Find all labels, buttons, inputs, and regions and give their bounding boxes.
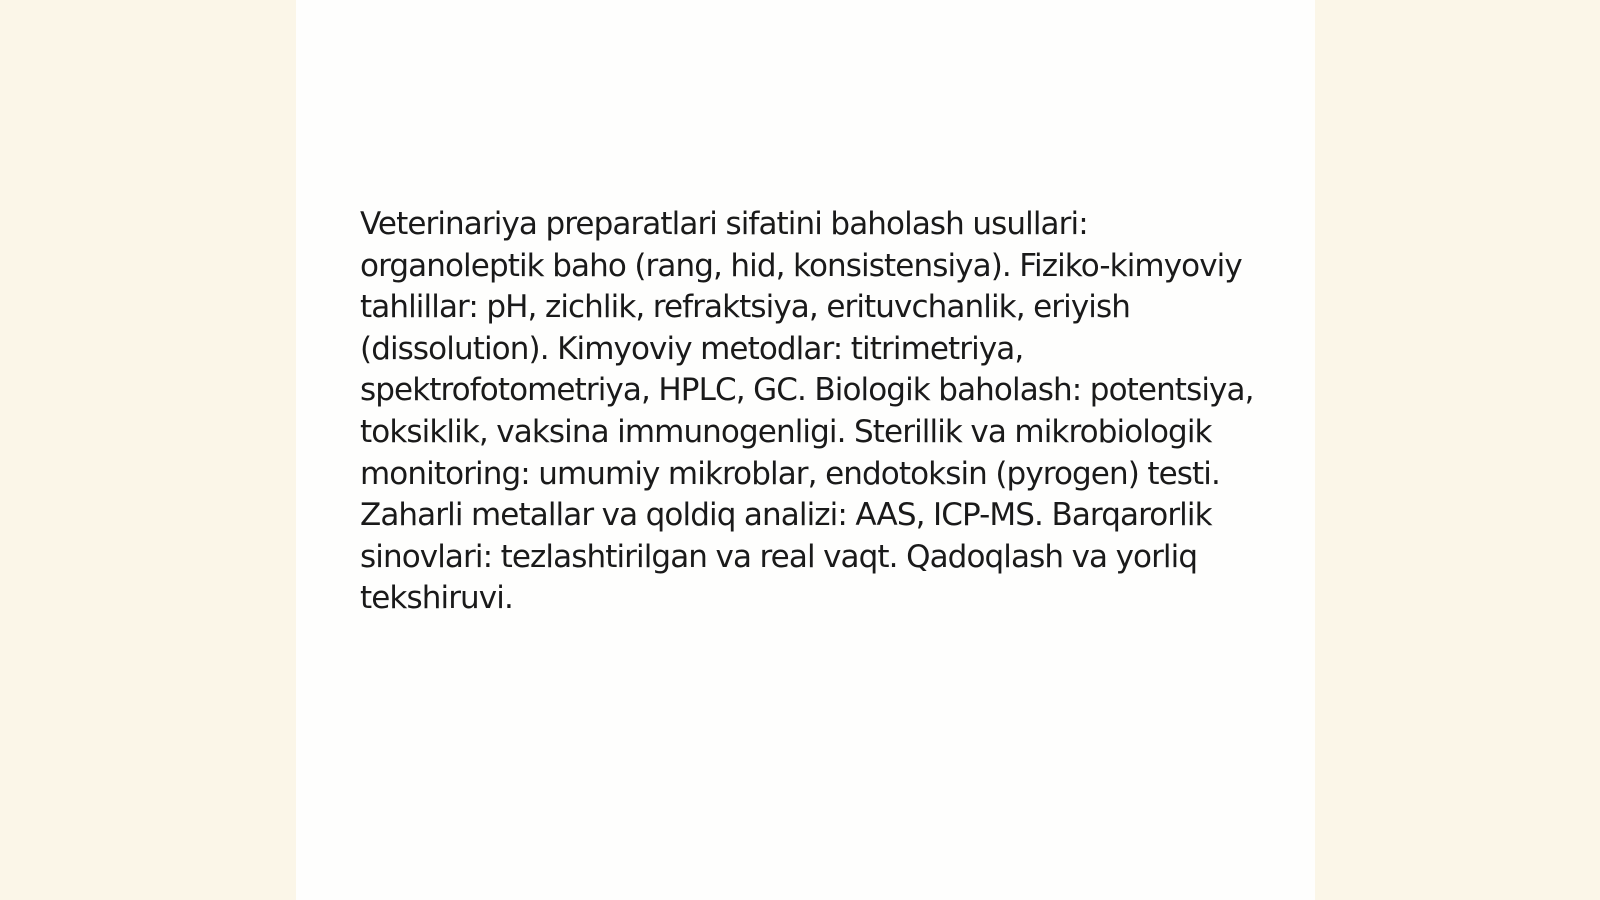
left-background-panel [0, 0, 296, 900]
right-background-panel [1315, 0, 1600, 900]
slide-canvas [296, 0, 1315, 900]
slide-body-text: Veterinariya preparatlari sifatini baholash usullari: organoleptik baho (rang, hid, konsistensiya). Fiziko-kimyoviy tahlillar: pH, zichlik, refraktsiya, erituvchanlik, eriyish (dissolution). Kimyoviy metodlar: titrimetriya, spektrofotometriya, HPLC, GC. Biologik baholash: potentsiya, toksiklik, vaksina immunogenligi. Sterillik va mikrobiologik monitoring: umumiy mikroblar, endotoksin (pyrogen) testi. Zaharli metallar va qoldiq analizi: AAS, ICP-MS. Barqarorlik sinovlari: tezlashtirilgan va real vaqt. Qadoqlash va yorliq tekshiruvi. [360, 206, 1254, 617]
